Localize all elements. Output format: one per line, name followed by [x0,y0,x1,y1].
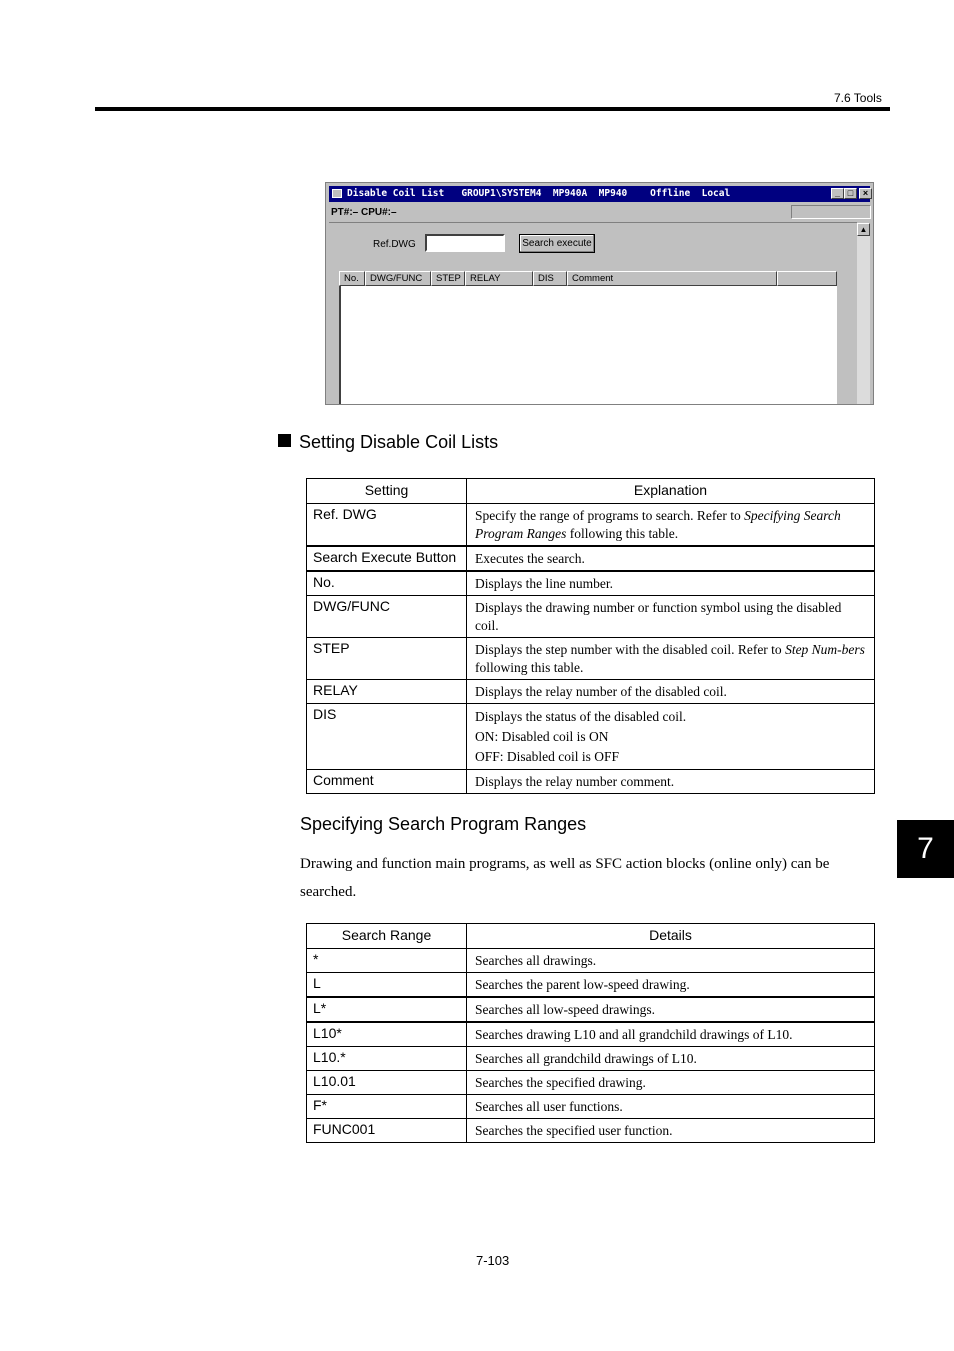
chapter-tab: 7 [897,820,954,878]
table-header-row [307,479,875,504]
page-number: 7-103 [476,1253,510,1268]
header-search-range: Search Range [307,924,467,949]
col-relay[interactable]: RELAY [465,271,533,286]
pt-cpu-bar [329,204,870,221]
list-header [339,271,837,286]
col-dwg-func[interactable]: DWG/FUNC [365,271,431,286]
header-rule [95,107,890,111]
range-cell: FUNC001 [307,1119,467,1143]
table-row [307,949,875,973]
ref-dwg-input[interactable] [425,234,505,252]
setting-cell: No. [307,571,467,596]
col-dis[interactable]: DIS [533,271,567,286]
details-cell: Searches all drawings. [467,949,875,973]
table-row [307,1071,875,1095]
table-row [307,546,875,571]
setting-cell: Ref. DWG [307,504,467,547]
range-cell: L10* [307,1022,467,1047]
setting-cell: STEP [307,638,467,680]
range-cell: L10.* [307,1047,467,1071]
table-row [307,1047,875,1071]
section-title-setting [278,432,498,453]
explanation-cell: Displays the status of the disabled coil. ON: Disabled coil is ON OFF: Disabled coil is OFF [467,704,875,770]
pt-cpu-label: PT#:– CPU#:– [331,207,397,218]
range-cell: L [307,973,467,998]
ref-dwg-label: Ref.DWG [373,239,416,250]
details-cell: Searches the specified drawing. [467,1071,875,1095]
body-paragraph: Drawing and function main programs, as well as SFC action blocks (online only) can be searched. [300,856,830,900]
details-cell: Searches the specified user function. [467,1119,875,1143]
explanation-cell: Specify the range of programs to search. Refer to Specifying Search Program Ranges following this table. [467,504,875,547]
explanation-cell: Displays the relay number comment. [467,770,875,794]
range-cell: L10.01 [307,1071,467,1095]
subsection-title: Specifying Search Program Ranges [300,814,587,834]
details-cell: Searches all low-speed drawings. [467,997,875,1022]
table-row [307,770,875,794]
maximize-icon[interactable]: □ [844,188,857,199]
explanation-cell: Displays the relay number of the disabled coil. [467,680,875,704]
setting-cell: Comment [307,770,467,794]
window-titlebar [329,186,870,202]
explanation-cell: Displays the step number with the disabled coil. Refer to Step Num-bers following this table. [467,638,875,680]
table-header-row [307,924,875,949]
scroll-up-icon[interactable]: ▲ [857,223,870,236]
explanation-cell: Displays the drawing number or function symbol using the disabled coil. [467,596,875,638]
details-cell: Searches the parent low-speed drawing. [467,973,875,998]
range-cell: F* [307,1095,467,1119]
setting-cell: RELAY [307,680,467,704]
header-setting: Setting [307,479,467,504]
vertical-scrollbar[interactable] [857,223,870,405]
col-comment[interactable]: Comment [567,271,777,286]
close-icon[interactable]: × [859,188,872,199]
status-field [791,205,871,219]
details-cell: Searches drawing L10 and all grandchild drawings of L10. [467,1022,875,1047]
table-row [307,1022,875,1047]
header-details: Details [467,924,875,949]
table-row [307,997,875,1022]
table-row [307,704,875,770]
range-cell: * [307,949,467,973]
settings-table [306,478,875,794]
window-title: Disable Coil List GROUP1\SYSTEM4 MP940A MP940 Offline Local [347,188,731,199]
setting-cell: DWG/FUNC [307,596,467,638]
range-cell: L* [307,997,467,1022]
coil-list-body[interactable] [339,286,837,405]
window-client [329,222,857,405]
table-row [307,680,875,704]
table-row [307,973,875,998]
table-row [307,638,875,680]
explanation-cell: Executes the search. [467,546,875,571]
running-header: 7.6 Tools [834,91,882,105]
search-execute-button[interactable]: Search execute [519,234,595,253]
table-row [307,504,875,547]
setting-cell: DIS [307,704,467,770]
col-no[interactable]: No. [339,271,365,286]
minimize-icon[interactable]: _ [831,188,844,199]
details-cell: Searches all user functions. [467,1095,875,1119]
header-explanation: Explanation [467,479,875,504]
disable-coil-list-window [325,182,874,405]
square-bullet-icon [278,434,291,447]
table-row [307,1095,875,1119]
section-title-text: Setting Disable Coil Lists [299,432,499,452]
table-row [307,571,875,596]
app-icon [332,189,342,198]
search-range-table [306,923,875,1143]
details-cell: Searches all grandchild drawings of L10. [467,1047,875,1071]
explanation-cell: Displays the line number. [467,571,875,596]
table-row [307,596,875,638]
col-step[interactable]: STEP [431,271,465,286]
col-extra[interactable] [777,271,837,286]
setting-cell: Search Execute Button [307,546,467,571]
table-row [307,1119,875,1143]
